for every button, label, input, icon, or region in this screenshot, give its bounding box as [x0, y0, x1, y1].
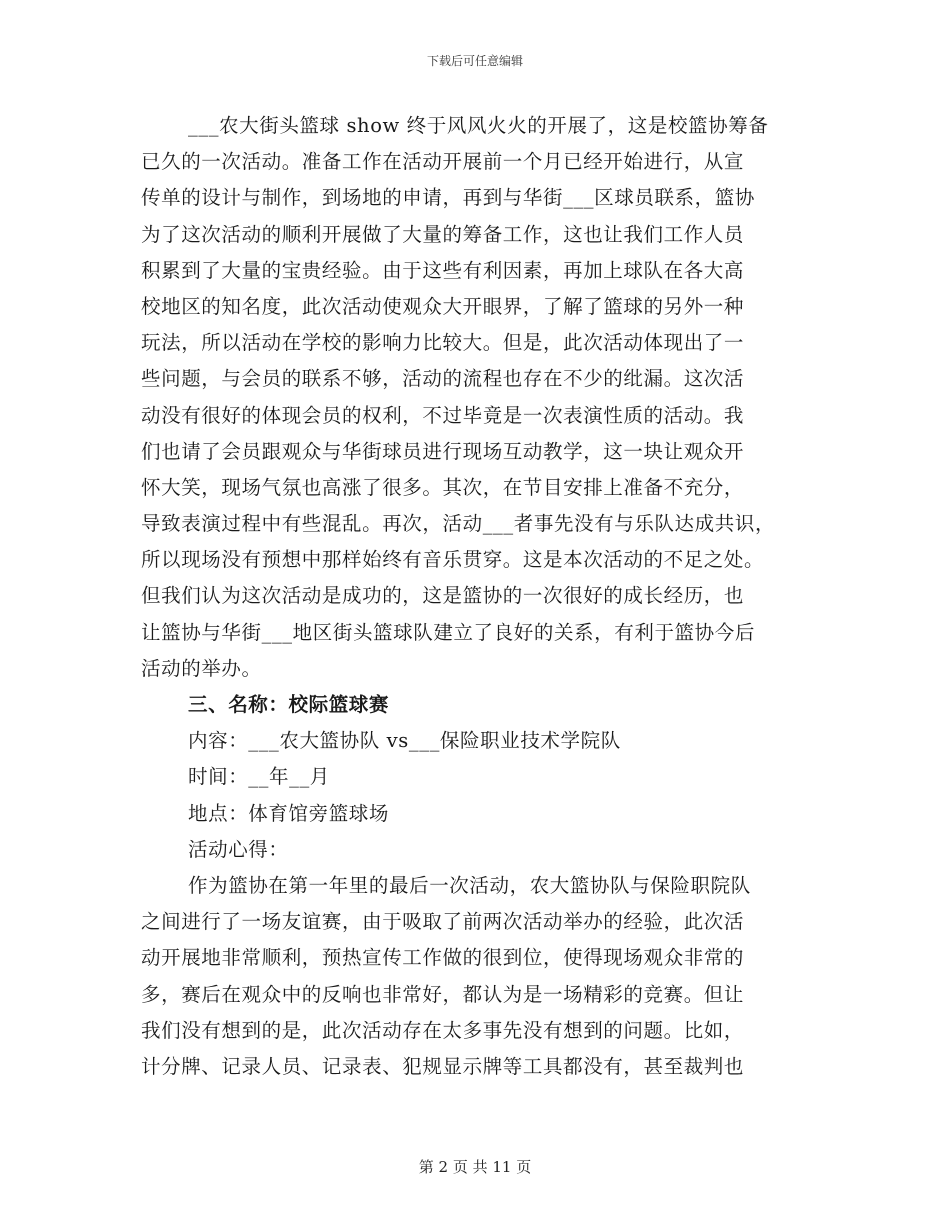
paragraph-line: 活动的举办。 — [141, 656, 262, 680]
paragraph-line: 作为篮协在第一年里的最后一次活动，农大篮协队与保险职院队 — [188, 873, 751, 897]
paragraph-line: 之间进行了一场友谊赛，由于吸取了前两次活动举办的经验，此次活 — [141, 910, 745, 934]
paragraph-line: 动没有很好的体现会员的权利，不过毕竟是一次表演性质的活动。我 — [141, 403, 745, 427]
paragraph-line: 已久的一次活动。准备工作在活动开展前一个月已经开始进行，从宣 — [141, 150, 745, 174]
info-content: 内容：___农大篮协队 vs___保险职业技术学院队 — [188, 729, 621, 753]
paragraph-line: 传单的设计与制作，到场地的申请，再到与华街___区球员联系，篮协 — [141, 186, 755, 210]
paragraph-line: 动开展地非常顺利，预热宣传工作做的很到位，使得现场观众非常的 — [141, 946, 745, 970]
paragraph-line: 我们没有想到的是，此次活动存在太多事先没有想到的问题。比如， — [141, 1018, 745, 1042]
page-header: 下载后可任意编辑 — [426, 54, 523, 68]
info-time: 时间：__年__月 — [188, 765, 330, 789]
section-heading: 三、名称：校际篮球赛 — [188, 693, 390, 716]
paragraph-line: 玩法，所以活动在学校的影响力比较大。但是，此次活动体现出了一 — [141, 331, 745, 355]
info-location: 地点：体育馆旁篮球场 — [188, 801, 390, 825]
paragraph-line: 怀大笑，现场气氛也高涨了很多。其次，在节目安排上准备不充分， — [141, 475, 745, 499]
paragraph-line: 校地区的知名度，此次活动使观众大开眼界，了解了篮球的另外一种 — [141, 294, 745, 318]
paragraph-line: 积累到了大量的宝贵经验。由于这些有利因素，再加上球队在各大高 — [141, 258, 745, 282]
paragraph-line: 但我们认为这次活动是成功的，这是篮协的一次很好的成长经历，也 — [141, 584, 745, 608]
paragraph-line: ___农大街头篮球 show 终于风风火火的开展了，这是校篮协筹备 — [188, 114, 769, 137]
paragraph-line: 些问题，与会员的联系不够，活动的流程也存在不少的纰漏。这次活 — [141, 367, 745, 391]
info-reflection-label: 活动心得： — [188, 837, 289, 861]
paragraph-line: 多，赛后在观众中的反响也非常好，都认为是一场精彩的竞赛。但让 — [141, 982, 745, 1006]
paragraph-line: 们也请了会员跟观众与华街球员进行现场互动教学，这一块让观众开 — [141, 439, 745, 463]
document-body — [141, 108, 816, 1085]
paragraph-line: 为了这次活动的顺利开展做了大量的筹备工作，这也让我们工作人员 — [141, 222, 745, 246]
page-footer: 第 2 页 共 11 页 — [418, 1158, 532, 1176]
paragraph-line: 所以现场没有预想中那样始终有音乐贯穿。这是本次活动的不足之处。 — [141, 548, 765, 572]
paragraph-line: 导致表演过程中有些混乱。再次，活动___者事先没有与乐队达成共识， — [141, 512, 776, 536]
paragraph-line: 计分牌、记录人员、记录表、犯规显示牌等工具都没有，甚至裁判也 — [141, 1054, 745, 1078]
paragraph-line: 让篮协与华街___地区街头篮球队建立了良好的关系，有利于篮协今后 — [141, 620, 755, 644]
